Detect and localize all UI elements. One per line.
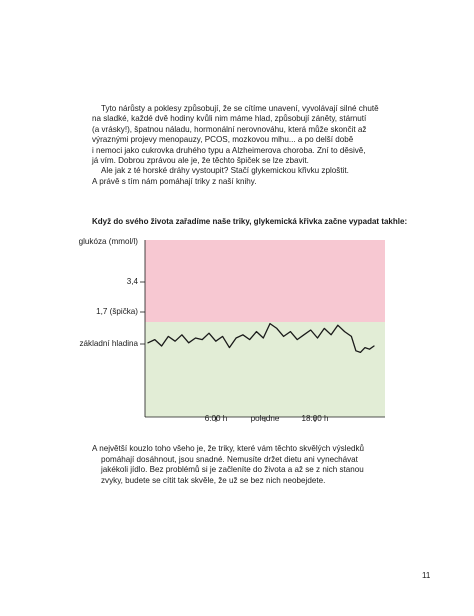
text-line: jakékoli jídlo. Bez problémů si je začleníte do života a až se z nich stanou (101, 465, 364, 475)
text-line: Ale jak z té horské dráhy vystoupit? Stačí glykemickou křivku zploštit. (101, 166, 349, 176)
text-line: A největší kouzlo toho všeho je, že triky, které vám těchto skvělých výsledků (92, 444, 365, 453)
x-tick-label: poledne (250, 414, 280, 423)
text-line: já vím. Dobrou zprávou ale je, že těchto špiček se lze zbavit. (92, 155, 309, 165)
chart-canvas (88, 226, 388, 432)
band-above-peak (145, 240, 385, 322)
glucose-chart (78, 226, 388, 432)
text-line: (a vrásky!), špatnou náladu, hormonální nerovnováhu, která může skončit až (92, 124, 367, 134)
outro-paragraph (92, 444, 422, 486)
text-line: i nemoci jako cukrovka druhého typu a Alzheimerova choroba. Zní to děsivě, (92, 145, 366, 155)
chart-heading: Když do svého života zařadíme naše triky, glykemická křivka začne vypadat takhle: (92, 217, 408, 226)
text-line: zvyky, budete se cítit tak skvěle, že už se bez nich neobejdete. (101, 475, 326, 485)
y-axis-label: glukóza (mmol/l) (78, 237, 138, 246)
text-line: výraznými projevy menopauzy, PCOS, mozkovou mlhu... a po delší době (92, 135, 354, 145)
x-tick-label: 18:00 h (301, 414, 329, 423)
text-line: Tyto nárůsty a poklesy způsobují, že se cítíme unavení, vyvolávají silné chutě (101, 104, 379, 113)
y-tick-label: 1,7 (špička) (96, 307, 138, 316)
y-tick-label: 3,4 (126, 277, 138, 286)
text-line: pomáhají dosáhnout, jsou snadné. Nemusíte držet dietu ani vynechávat (101, 454, 358, 464)
x-tick-label: 6:00 h (204, 414, 228, 423)
y-tick-label: základní hladina (79, 339, 138, 348)
page-number: 11 (422, 571, 431, 580)
text-line: A právě s tím nám pomáhají triky z naší knihy. (92, 176, 257, 186)
intro-paragraphs (92, 104, 422, 187)
text-line: na sladké, každé dvě hodiny kvůli nim máme hlad, způsobují záněty, stárnutí (92, 114, 367, 124)
